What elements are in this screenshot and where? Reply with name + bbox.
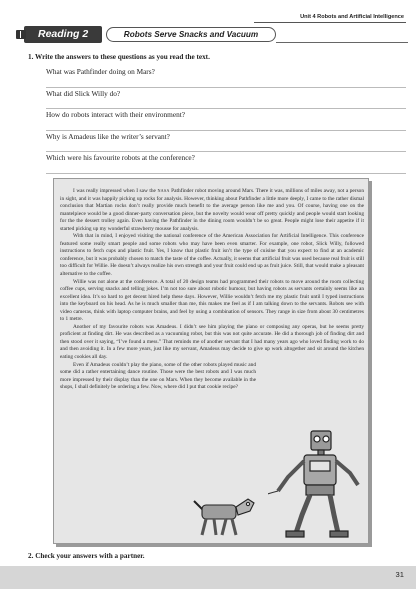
article-paragraph-5: Even if Amadeus couldn’t play the piano, some of the other robots played music and some did a rather entertaining dance routine. Those were the best robots and I was much more impressed by their display than the one on Mars. When they become available in the shops, I shall definitely be ordering a few. Now, where did I put that cookie recipe? (60, 361, 256, 391)
question-item[interactable]: Which were his favourite robots at the conference? (46, 152, 406, 174)
question-item[interactable]: Why is Amadeus like the writer’s servant? (46, 131, 406, 153)
question-item[interactable]: What was Pathfinder doing on Mars? (46, 66, 406, 88)
instruction-1: 1. Write the answers to these questions as you read the text. (28, 53, 210, 61)
article-paragraph-3: Willie was not alone at the conference. A total of 20 design teams had programmed their robots to move around the room collecting coffee cups, serving snacks and telling jokes. I’m not too sure about robotic humour, but having robots as servants certainly seems like an excellent idea. It’s so hard to get decent hired help these days. However, Willie wouldn’t fetch me my plastic fruit until I typed instructions into the keyboard on his head. As he is much smaller than me, this makes me feel as if I am talking down to the servants. Robots see with video cameras, think with laptop computer brains, and feel by using a combination of sensors. They range in size from about 30 centimetres to 1 metre. (60, 278, 364, 323)
article-box (53, 178, 369, 544)
instruction-2: 2. Check your answers with a partner. (28, 552, 145, 560)
unit-header: Unit 4 Robots and Artificial Intelligence (300, 14, 404, 20)
question-item[interactable]: What did Slick Willy do? (46, 88, 406, 110)
footer-band (0, 566, 416, 589)
question-item[interactable]: How do robots interact with their environment? (46, 109, 406, 131)
article-text (60, 187, 364, 392)
robot-illustration (268, 429, 366, 541)
reading-title-row (10, 26, 408, 44)
book-icon (16, 30, 26, 39)
reading-tab-label: Reading 2 (38, 28, 89, 40)
unit-header-rule (254, 22, 406, 23)
robot-dog-illustration (192, 489, 256, 539)
question-list (46, 66, 406, 174)
title-divider (276, 42, 408, 43)
reading-tab (24, 26, 102, 43)
article-paragraph-4: Another of my favourite robots was Amadeus. I didn’t see him playing the piano or composing any operas, but he seems pretty proficient at finding dirt. He was described as a vacuuming robot, but this was not quite accurate. He did a thorough job of finding dirt and then stood over it saying, “I’ve found a mess.” That reminds me of another servant that I had many years ago who loved finding work to do and then avoiding it. In a few more years, just like my servant, Amadeus may decide to give up work altogether and sit around the kitchen eating cookies all day. (60, 323, 364, 361)
page-number: 31 (395, 570, 404, 579)
reading-title: Robots Serve Snacks and Vacuum (106, 27, 276, 42)
article-paragraph-1: I was really impressed when I saw the NASA Pathfinder robot moving around Mars. There it was, millions of miles away, not a person in sight, and it was happily picking up rocks for analysis. However, thinking about Pathfinder a little more deeply, I came to the rather dismal conclusion that Martian rocks don’t really provide much benefit to the average person like me and you. Of course, having one on the mantelpiece would be a good dinner-party conversation piece, but the novelty would wear off pretty quickly and people would start looking for the the dessert trolley again. Even having the Pathfinder in the dining room wouldn’t be so great. People might lose their appetite if it started picking up my wonderful strawberry mousse for analysis. (60, 188, 364, 232)
article-paragraph-2: With that in mind, I enjoyed visiting the national conference of the American Association for Artificial Intelligence. This conference featured some really smart people and some robots who may have been even smarter. For example, one robot, Slick Willy, followed instructions to fetch cups and plastic fruit. Yes, I know that plastic fruit isn’t the type of cuisine that you expect to find at an academic conference, but it was probably chosen to match the taste of the coffee. Actually, it seems that artificial fruit was used because real fruit is still too difficult for Willie. He doesn’t always realize his own strength and your fruit could end up as fruit juice. Still, that would make a pleasant alternative to the coffee. (60, 233, 364, 278)
